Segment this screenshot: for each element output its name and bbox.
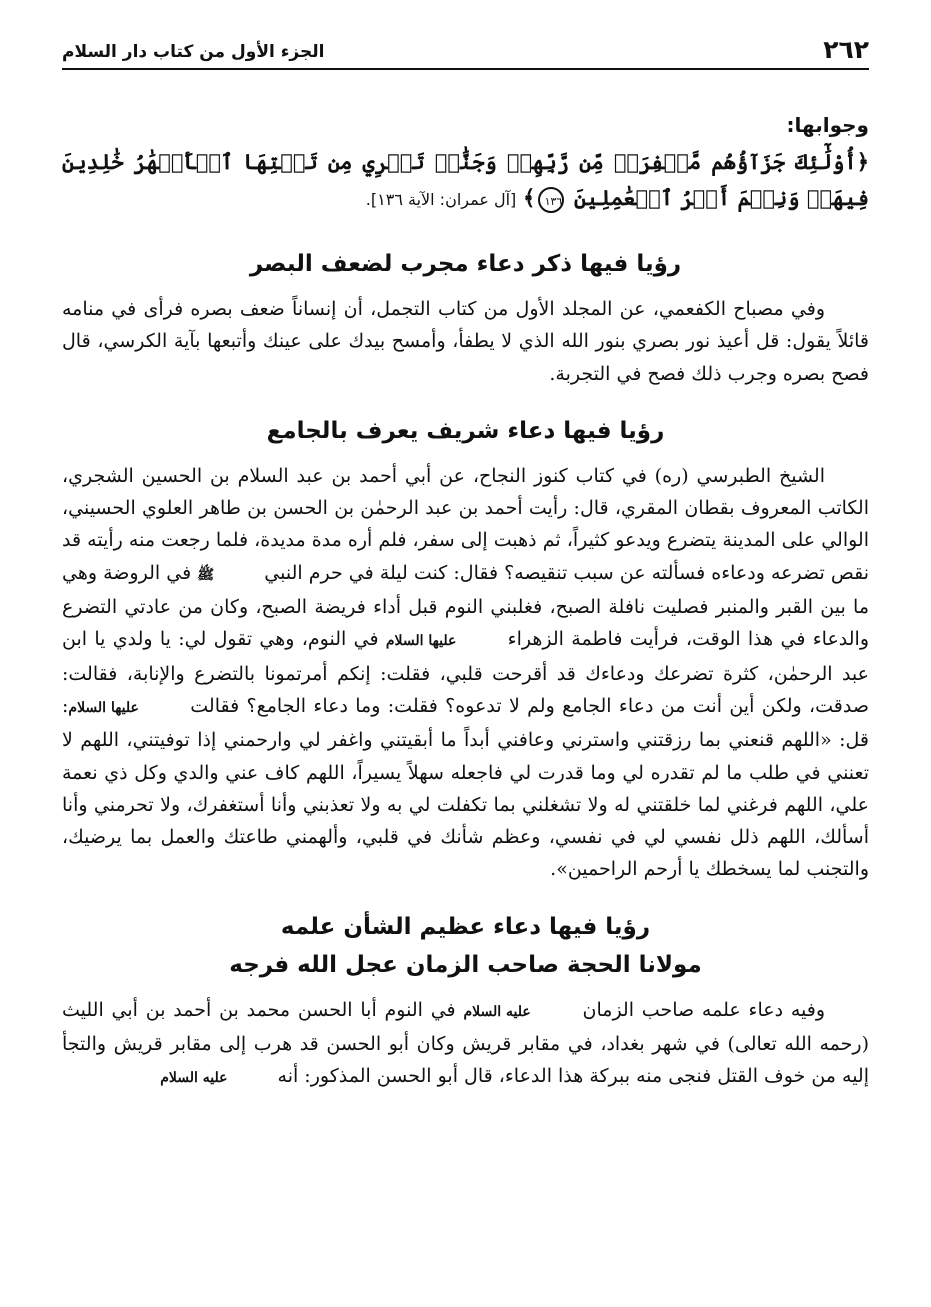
honorific-imam: عليه السلام [463,1003,531,1020]
page-number: ٢٦٢ [823,35,869,64]
jami-text-part-3: في النوم، وهي تقول لي: يا ولدي يا ابن عبد الرحمٰن، كثرة تضرعك ودعاءك قد أقرحت قلبي، فقلت: إنكم أمرتمونا بالتضرع والإنابة، فقالت: صدقت، ولكن أين أنت من دعاء الجامع ولم لا تدعوه؟ فقلت: وما دعاء الجامع؟ فقالت [62,628,869,717]
honorific-imam-2: عليه السلام [160,1070,228,1087]
page-header [62,30,869,70]
section-heading-weak-sight: رؤيا فيها ذكر دعاء مجرب لضعف البصر [249,251,682,277]
honorific-prophet: ﷺ [197,566,215,583]
verse-open-bracket: ﴿ [856,149,869,174]
jami-text-part-2: في الروضة وهي ما بين القبر والمنبر فصليت نافلة الصبح، فغلبني النوم قبل أداء فريضة الصبح، وكان من عادتي التضرع والدعاء في هذا الوقت، فرأيت فاطمة الزهراء [62,561,870,651]
honorific-fatima: عليها السلام [385,633,457,650]
paragraph-weak-sight: وفي مصباح الكفعمي، عن المجلد الأول من كتاب التجمل، أن إنساناً ضعف بصره فرأى في منامه قائلاً يقول: قل أعيذ نور بصري بنور الله الذي لا يطفأ، وأمسح بيدك على عينك وأتبعها بآية الكرسي، قال فصح بصره وجرب ذلك فصح في التجربة. [62,298,869,385]
honorific-fatima-2: عليها السلام [68,699,139,716]
quran-verse-text: أُوْلَٰٓئِكَ جَزَآؤُهُم مَّغۡفِرَةٞ مِّن رَّبِّهِمۡ وَجَنَّٰتٞ تَجۡرِي مِن تَحۡتِهَا ٱلۡأَنۡهَٰرُ خَٰلِدِينَ فِيهَاۚ وَنِعۡمَ أَجۡرُ ٱلۡعَٰمِلِينَ [62,149,869,210]
section-heading-imam-prayer-line-2: مولانا الحجة صاحب الزمان عجل الله فرجه [229,951,702,978]
quran-verse-block [62,144,869,217]
imam-text-part-1: وفيه دعاء علمه صاحب الزمان [582,998,826,1021]
verse-reference: [آل عمران: الآية ١٣٦]. [365,190,517,209]
jami-text-part-4: : قل: «اللهم قنعني بما رزقتني واسترني وعافني أبداً ما أبقيتني واغفر لي وارحمني إذا توفيتني، اللهم لا تعنني في طلب ما لم تقدره لي وما قدرت لي فاجعله سهلاً يسيراً، اللهم كاف عني والدي وكل ذي نعمة علي، اللهم فرغني لما خلقتني له ولا تشغلني بما تكفلت لي به ولا تعذبني وأنا أستغفرك، ولا تحرمني وأنا أسألك، اللهم ذلل نفسي لي في نفسي، وعظم شأنك في قلبي، وألهمني طاعتك والعمل بما يرضيك، والتجنب لما يسخطك يا أرحم الراحمين». [62,694,869,881]
running-title: الجزء الأول من كتاب دار السلام [62,42,325,62]
section-heading-jami-prayer: رؤيا فيها دعاء شريف يعرف بالجامع [266,417,665,444]
paragraph-jami-prayer [62,460,869,886]
verse-close-bracket: ﴾ [522,185,536,210]
section-heading-imam-prayer-line-1: رؤيا فيها دعاء عظيم الشأن علمه [280,913,651,940]
answers-label: وجوابها: [786,113,869,137]
ayah-number-marker: ١٣٦ [538,187,564,213]
page-content [62,108,869,1095]
imam-text-part-2: في النوم أبا الحسن محمد بن أحمد بن أبي الليث (رحمه الله تعالى) في شهر بغداد، في مقابر قريش وكان أبو الحسن قد هرب إلى مقابر قريش والتجأ إليه من خوف القتل فنجى منه ببركة هذا الدعاء، قال أبو الحسن المذكور: أنه [62,998,869,1088]
jami-text-part-1: الشيخ الطبرسي (ره) في كتاب كنوز النجاح، عن أبي أحمد بن عبد السلام بن الحسين الشجري، الكاتب المعروف بقطان المقري، قال: رأيت أحمد بن عبد الرحمٰن بن الحسن بن طاهر العلوي الحسيني، الوالي على المدينة يتضرع ويدعو كثيراً، ثم ذهبت إلى سفر، فلم أره مدة مديدة، فلما رجعت منه رأيته قد نقص تضرعه ودعاءه فسألته عن سبب تنقيصه؟ فقال: كنت ليلة في حرم النبي [62,464,870,584]
paragraph-imam-prayer [62,994,869,1095]
